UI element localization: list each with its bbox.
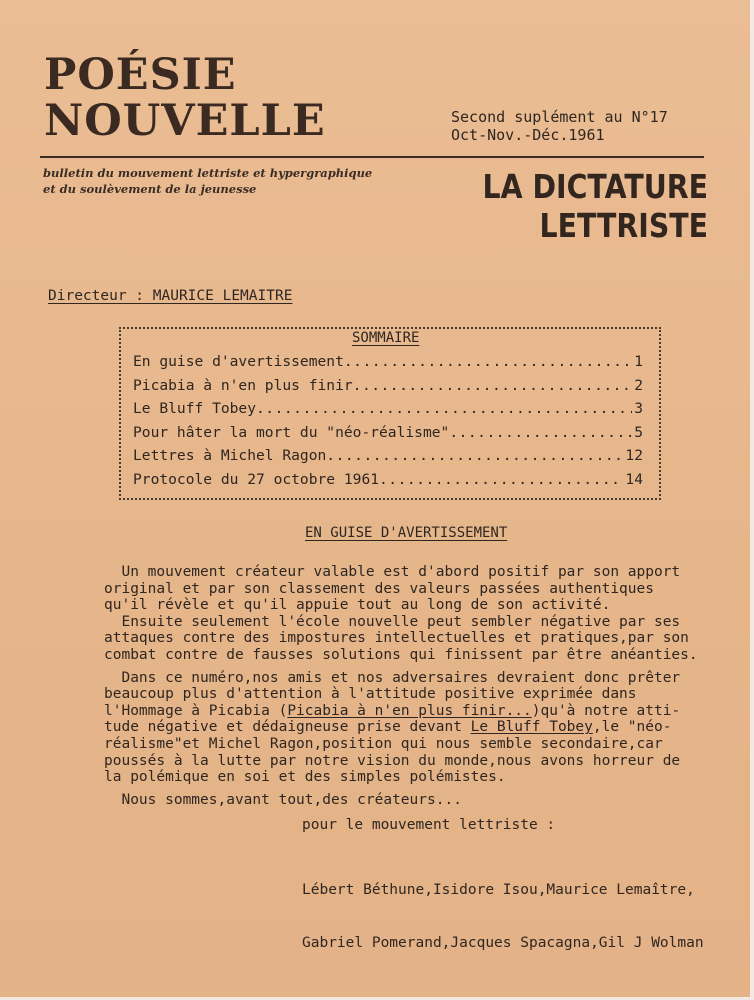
toc-item-title: Lettres à Michel Ragon bbox=[133, 447, 327, 464]
page-edge-right bbox=[750, 0, 754, 1000]
signatories-line-2: Gabriel Pomerand,Jacques Spacagna,Gil J Wolman bbox=[302, 934, 704, 951]
toc-leader-dots bbox=[326, 444, 623, 468]
picabia-article-link[interactable]: Picabia à n'en plus finir... bbox=[287, 702, 532, 719]
toc-leader-dots bbox=[344, 350, 632, 374]
text-run: ,le "néo- bbox=[592, 719, 672, 736]
toc-item[interactable] bbox=[133, 421, 643, 445]
issue-headline bbox=[478, 167, 708, 245]
paragraph-line: Nous sommes,avant tout,des créateurs... bbox=[104, 791, 462, 808]
toc-item-page: 12 bbox=[625, 447, 643, 464]
paragraph-line: attaques contre des impostures intellectuelles et pratiques,par son bbox=[104, 630, 689, 647]
toc-leader-dots bbox=[353, 374, 633, 398]
issue-date: Oct-Nov.-Déc.1961 bbox=[451, 126, 605, 144]
paragraph-line: Un mouvement créateur valable est d'abord positif par son apport bbox=[104, 564, 681, 580]
paragraph-line: réalisme"et Michel Ragon,position qui nous semble secondaire,car bbox=[104, 735, 663, 752]
table-of-contents-title: SOMMAIRE bbox=[352, 330, 420, 346]
toc-item[interactable] bbox=[133, 374, 643, 398]
issue-supplement: Second suplément au N°17 bbox=[451, 108, 668, 126]
toc-item[interactable] bbox=[133, 468, 643, 492]
signatories bbox=[302, 847, 704, 987]
toc-item-page: 3 bbox=[634, 400, 643, 417]
tobey-article-link[interactable]: Le Bluff Tobey bbox=[470, 719, 593, 736]
toc-item-page: 5 bbox=[634, 423, 643, 441]
director-credit: Directeur : MAURICE LEMAITRE bbox=[48, 288, 293, 304]
paragraph-line bbox=[104, 719, 744, 736]
masthead-title bbox=[44, 52, 326, 144]
paragraph-line: poussés à la lutte par notre vision du monde,nous avons horreur de bbox=[104, 752, 681, 769]
paragraph-line: Ensuite seulement l'école nouvelle peut sembler négative par ses bbox=[104, 613, 681, 630]
issue-info bbox=[451, 108, 668, 144]
toc-item-title: Pour hâter la mort du "néo-réalisme" bbox=[133, 423, 450, 441]
masthead-line-2: NOUVELLE bbox=[44, 96, 326, 146]
toc-leader-dots bbox=[256, 397, 632, 421]
toc-item-title: Picabia à n'en plus finir bbox=[133, 376, 353, 394]
toc-item-page: 1 bbox=[634, 353, 643, 370]
paragraph-line: la polémique en soi et des simples polémistes. bbox=[104, 769, 506, 786]
toc-leader-dots bbox=[379, 468, 623, 492]
paragraph-line: Dans ce numéro,nos amis et nos adversaires devraient donc prêter bbox=[104, 669, 681, 686]
toc-item-page: 2 bbox=[634, 376, 643, 394]
masthead-subtitle bbox=[43, 165, 372, 197]
subtitle-line-2: et du soulèvement de la jeunesse bbox=[43, 182, 257, 196]
paragraph-line bbox=[104, 703, 744, 720]
masthead-line-1: POÉSIE bbox=[44, 50, 237, 100]
toc-item[interactable] bbox=[133, 444, 643, 468]
toc-item-title: En guise d'avertissement bbox=[133, 353, 344, 370]
toc-item-page: 14 bbox=[625, 470, 643, 488]
article-heading: EN GUISE D'AVERTISSEMENT bbox=[305, 525, 508, 541]
toc-leader-dots bbox=[449, 421, 632, 445]
toc-item-title: Protocole du 27 octobre 1961 bbox=[133, 470, 380, 488]
toc-item-title: Le Bluff Tobey bbox=[133, 400, 257, 417]
headline-line-1: LA DICTATURE bbox=[482, 167, 708, 206]
text-run: )qu'à notre atti- bbox=[531, 702, 681, 719]
text-run: tude négative et dédaigneuse prise devant bbox=[104, 719, 471, 736]
toc-item[interactable] bbox=[133, 397, 643, 421]
article-body bbox=[104, 564, 744, 808]
signature-intro: pour le mouvement lettriste : bbox=[302, 817, 556, 833]
headline-line-2: LETTRISTE bbox=[539, 206, 708, 245]
subtitle-line-1: bulletin du mouvement lettriste et hypergraphique bbox=[43, 166, 373, 180]
paragraph-line: original et par son classement des valeurs passées authentiques bbox=[104, 580, 654, 597]
signatories-line-1: Lébert Béthune,Isidore Isou,Maurice Lemaître, bbox=[302, 882, 695, 898]
table-of-contents bbox=[133, 350, 643, 491]
toc-item[interactable] bbox=[133, 350, 643, 374]
paragraph-line: qu'il révèle et qu'il appuie tout au long de son activité. bbox=[104, 597, 611, 614]
header-divider bbox=[40, 156, 704, 158]
paragraph-line: combat contre de fausses solutions qui finissent par être anéanties. bbox=[104, 646, 698, 663]
text-run: l'Hommage à Picabia ( bbox=[104, 702, 288, 719]
paragraph-line: beaucoup plus d'attention à l'attitude positive exprimée dans bbox=[104, 686, 637, 703]
